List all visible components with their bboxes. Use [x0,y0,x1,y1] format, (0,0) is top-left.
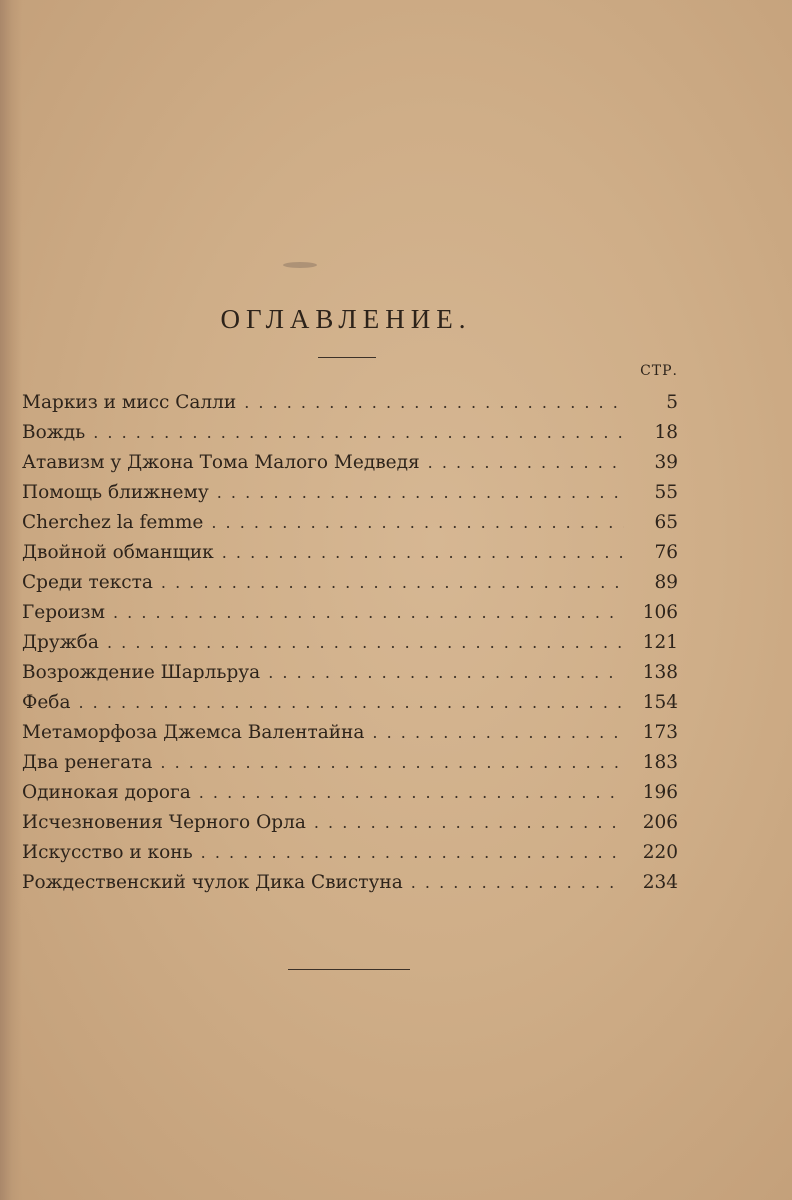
toc-entry-title: Два ренегата [22,752,153,773]
toc-entry [22,388,678,418]
dot-leader [201,838,624,868]
toc-entry-page: 18 [654,422,678,443]
toc-entry-page: 173 [642,722,678,743]
dot-leader [372,718,624,748]
toc-entry-page: 106 [642,602,678,623]
dot-leader [428,448,624,478]
dot-leader [217,478,624,508]
page-title: ОГЛАВЛЕНИЕ. [220,304,472,334]
toc-entry-title: Возрождение Шарльруа [22,662,261,683]
toc-entry-page: 55 [654,482,678,503]
toc-entry-page: 89 [654,572,678,593]
toc-entry [22,658,678,688]
dot-leader [222,538,624,568]
dot-leader [211,508,624,538]
toc-entry-title: Рождественский чулок Дика Свистуна [22,872,403,893]
toc-entry [22,538,678,568]
toc-entry-title: Среди текста [22,572,153,593]
toc-entry-title: Атавизм у Джона Тома Малого Медведя [22,452,420,473]
toc-entry [22,598,678,628]
toc-entry-page: 183 [642,752,678,773]
toc-entry-title: Феба [22,692,71,713]
toc-entry [22,508,678,538]
toc-entry-title: Исчезновения Черного Орла [22,812,306,833]
toc-entry-page: 65 [654,512,678,533]
ornament-mark [283,262,317,268]
toc-entry-page: 220 [642,842,678,863]
dot-leader [244,388,624,418]
toc-entry [22,778,678,808]
toc-entry [22,448,678,478]
toc-entry [22,628,678,658]
toc-entry [22,478,678,508]
dot-leader [199,778,624,808]
toc-entry [22,808,678,838]
toc-entry-title: Вождь [22,422,86,443]
toc-entry [22,748,678,778]
toc-entry-title: Одинокая дорога [22,782,191,803]
dot-leader [411,868,624,898]
toc-entry-title: Метаморфоза Джемса Валентайна [22,722,365,743]
toc-entry-title: Cherchez la femme [22,512,204,533]
toc-entry [22,688,678,718]
toc-entry-title: Маркиз и мисс Салли [22,392,237,413]
toc-entry-page: 196 [642,782,678,803]
toc-entry-title: Помощь ближнему [22,482,209,503]
toc-entry-title: Дружба [22,632,99,653]
toc-entry-page: 5 [666,392,678,413]
page-column-label: СТР. [640,363,678,379]
toc-entry [22,418,678,448]
dot-leader [160,748,624,778]
toc-entry-page: 76 [654,542,678,563]
dot-leader [268,658,624,688]
toc-entry [22,568,678,598]
toc-entry-title: Двойной обманщик [22,542,214,563]
dot-leader [107,628,624,658]
toc-entry [22,868,678,898]
toc-entry-page: 121 [642,632,678,653]
end-divider [288,969,410,970]
dot-leader [161,568,624,598]
dot-leader [314,808,624,838]
toc-entry [22,838,678,868]
toc-entry-page: 206 [642,812,678,833]
toc-entry-page: 39 [654,452,678,473]
toc-entry-title: Искусство и конь [22,842,193,863]
dot-leader [113,598,624,628]
spine-shadow [0,0,22,1200]
toc-entry-title: Героизм [22,602,105,623]
toc-entry-page: 138 [642,662,678,683]
dot-leader [93,418,624,448]
dot-leader [78,688,624,718]
toc-entry-page: 154 [642,692,678,713]
toc-entry [22,718,678,748]
table-of-contents [22,388,678,898]
title-divider [318,357,376,358]
toc-entry-page: 234 [642,872,678,893]
